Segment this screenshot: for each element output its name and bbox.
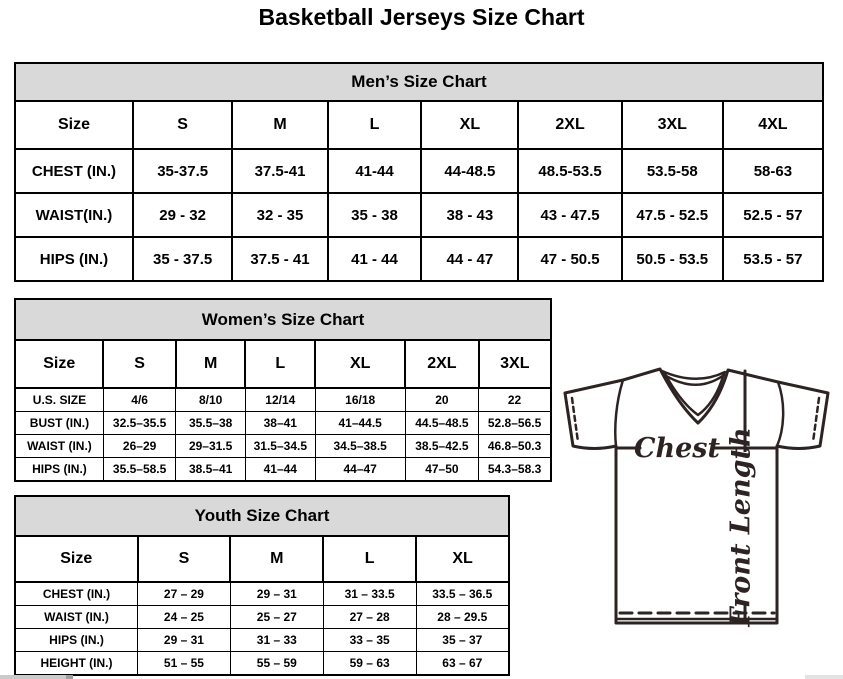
mens-column-header: M <box>232 101 327 149</box>
mens-value-cell: 44 - 47 <box>421 237 518 281</box>
womens-table-row <box>15 388 551 412</box>
mens-column-header: 3XL <box>622 101 723 149</box>
mens-value-cell: 37.5-41 <box>232 149 327 193</box>
womens-value-cell: 12/14 <box>245 388 315 412</box>
youth-value-cell: 31 – 33.5 <box>323 582 416 606</box>
womens-value-cell: 52.8–56.5 <box>479 412 551 435</box>
womens-value-cell: 34.5–38.5 <box>315 435 405 458</box>
youth-value-cell: 33 – 35 <box>323 629 416 652</box>
mens-value-cell: 44-48.5 <box>421 149 518 193</box>
womens-value-cell: 46.8–50.3 <box>479 435 551 458</box>
youth-value-cell: 27 – 28 <box>323 606 416 629</box>
youth-value-cell: 33.5 – 36.5 <box>416 582 509 606</box>
mens-row-label: CHEST (IN.) <box>15 149 133 193</box>
mens-column-header: Size <box>15 101 133 149</box>
womens-value-cell: 16/18 <box>315 388 405 412</box>
mens-row-label: HIPS (IN.) <box>15 237 133 281</box>
womens-value-cell: 38.5–42.5 <box>405 435 478 458</box>
youth-value-cell: 29 – 31 <box>138 629 231 652</box>
mens-column-header: XL <box>421 101 518 149</box>
womens-value-cell: 38.5–41 <box>176 458 246 482</box>
mens-table-row <box>15 149 823 193</box>
mens-value-cell: 35 - 38 <box>328 193 422 237</box>
youth-value-cell: 59 – 63 <box>323 652 416 676</box>
mens-value-cell: 41 - 44 <box>328 237 422 281</box>
mens-size-table <box>14 62 824 282</box>
womens-row-label: BUST (IN.) <box>15 412 103 435</box>
womens-value-cell: 54.3–58.3 <box>479 458 551 482</box>
youth-value-cell: 27 – 29 <box>138 582 231 606</box>
youth-value-cell: 28 – 29.5 <box>416 606 509 629</box>
womens-row-label: HIPS (IN.) <box>15 458 103 482</box>
youth-value-cell: 25 – 27 <box>230 606 323 629</box>
mens-table-row <box>15 193 823 237</box>
womens-row-label: WAIST (IN.) <box>15 435 103 458</box>
womens-value-cell: 44–47 <box>315 458 405 482</box>
youth-column-header: Size <box>15 536 138 582</box>
womens-column-header: M <box>176 340 246 388</box>
mens-value-cell: 35-37.5 <box>133 149 232 193</box>
youth-value-cell: 35 – 37 <box>416 629 509 652</box>
womens-column-header: Size <box>15 340 103 388</box>
jersey-diagram-svg <box>556 362 843 662</box>
mens-column-header: S <box>133 101 232 149</box>
mens-value-cell: 50.5 - 53.5 <box>622 237 723 281</box>
mens-value-cell: 29 - 32 <box>133 193 232 237</box>
womens-column-header: XL <box>315 340 405 388</box>
mens-value-cell: 58-63 <box>723 149 823 193</box>
youth-table-row <box>15 582 509 606</box>
womens-value-cell: 47–50 <box>405 458 478 482</box>
youth-column-header: L <box>323 536 416 582</box>
mens-value-cell: 43 - 47.5 <box>518 193 621 237</box>
womens-column-header: S <box>103 340 175 388</box>
front-length-label: Front Length <box>725 427 757 627</box>
mens-value-cell: 37.5 - 41 <box>232 237 327 281</box>
mens-value-cell: 53.5 - 57 <box>723 237 823 281</box>
womens-value-cell: 4/6 <box>103 388 175 412</box>
womens-size-table <box>14 298 552 482</box>
womens-table-title: Women’s Size Chart <box>15 299 551 340</box>
youth-table-row <box>15 606 509 629</box>
womens-value-cell: 20 <box>405 388 478 412</box>
mens-value-cell: 47 - 50.5 <box>518 237 621 281</box>
youth-table-row <box>15 652 509 676</box>
womens-column-header: 3XL <box>479 340 551 388</box>
youth-value-cell: 29 – 31 <box>230 582 323 606</box>
womens-value-cell: 8/10 <box>176 388 246 412</box>
womens-table-row <box>15 458 551 482</box>
youth-column-header: XL <box>416 536 509 582</box>
youth-column-header: M <box>230 536 323 582</box>
womens-row-label: U.S. SIZE <box>15 388 103 412</box>
mens-column-header: 4XL <box>723 101 823 149</box>
youth-table-row <box>15 629 509 652</box>
youth-row-label: HIPS (IN.) <box>15 629 138 652</box>
womens-value-cell: 44.5–48.5 <box>405 412 478 435</box>
youth-value-cell: 51 – 55 <box>138 652 231 676</box>
mens-value-cell: 35 - 37.5 <box>133 237 232 281</box>
mens-value-cell: 53.5-58 <box>622 149 723 193</box>
mens-value-cell: 41-44 <box>328 149 422 193</box>
youth-table-title: Youth Size Chart <box>15 496 509 536</box>
mens-value-cell: 32 - 35 <box>232 193 327 237</box>
youth-value-cell: 55 – 59 <box>230 652 323 676</box>
womens-value-cell: 35.5–58.5 <box>103 458 175 482</box>
womens-column-header: 2XL <box>405 340 478 388</box>
page-title: Basketball Jerseys Size Chart <box>258 4 585 30</box>
womens-value-cell: 22 <box>479 388 551 412</box>
mens-row-label: WAIST(IN.) <box>15 193 133 237</box>
womens-value-cell: 31.5–34.5 <box>245 435 315 458</box>
youth-value-cell: 24 – 25 <box>138 606 231 629</box>
womens-value-cell: 41–44 <box>245 458 315 482</box>
womens-column-header: L <box>245 340 315 388</box>
jersey-outline <box>565 369 828 623</box>
womens-value-cell: 29–31.5 <box>176 435 246 458</box>
womens-value-cell: 26–29 <box>103 435 175 458</box>
mens-value-cell: 47.5 - 52.5 <box>622 193 723 237</box>
womens-value-cell: 32.5–35.5 <box>103 412 175 435</box>
horizontal-scrollbar-thumb-edge[interactable] <box>66 675 73 679</box>
mens-column-header: L <box>328 101 422 149</box>
mens-table-title: Men’s Size Chart <box>15 63 823 101</box>
youth-row-label: WAIST (IN.) <box>15 606 138 629</box>
womens-value-cell: 41–44.5 <box>315 412 405 435</box>
horizontal-scrollbar-thumb[interactable] <box>0 675 66 679</box>
mens-column-header: 2XL <box>518 101 621 149</box>
youth-row-label: HEIGHT (IN.) <box>15 652 138 676</box>
womens-table-row <box>15 435 551 458</box>
mens-value-cell: 48.5-53.5 <box>518 149 621 193</box>
youth-column-header: S <box>138 536 231 582</box>
youth-size-table <box>14 495 510 676</box>
chest-label: Chest <box>634 433 720 464</box>
mens-table-row <box>15 237 823 281</box>
youth-row-label: CHEST (IN.) <box>15 582 138 606</box>
womens-value-cell: 35.5–38 <box>176 412 246 435</box>
mens-value-cell: 52.5 - 57 <box>723 193 823 237</box>
youth-value-cell: 63 – 67 <box>416 652 509 676</box>
horizontal-scrollbar-track[interactable] <box>805 675 843 679</box>
womens-table-row <box>15 412 551 435</box>
youth-value-cell: 31 – 33 <box>230 629 323 652</box>
womens-value-cell: 38–41 <box>245 412 315 435</box>
mens-value-cell: 38 - 43 <box>421 193 518 237</box>
jersey-measurement-diagram <box>556 362 843 662</box>
